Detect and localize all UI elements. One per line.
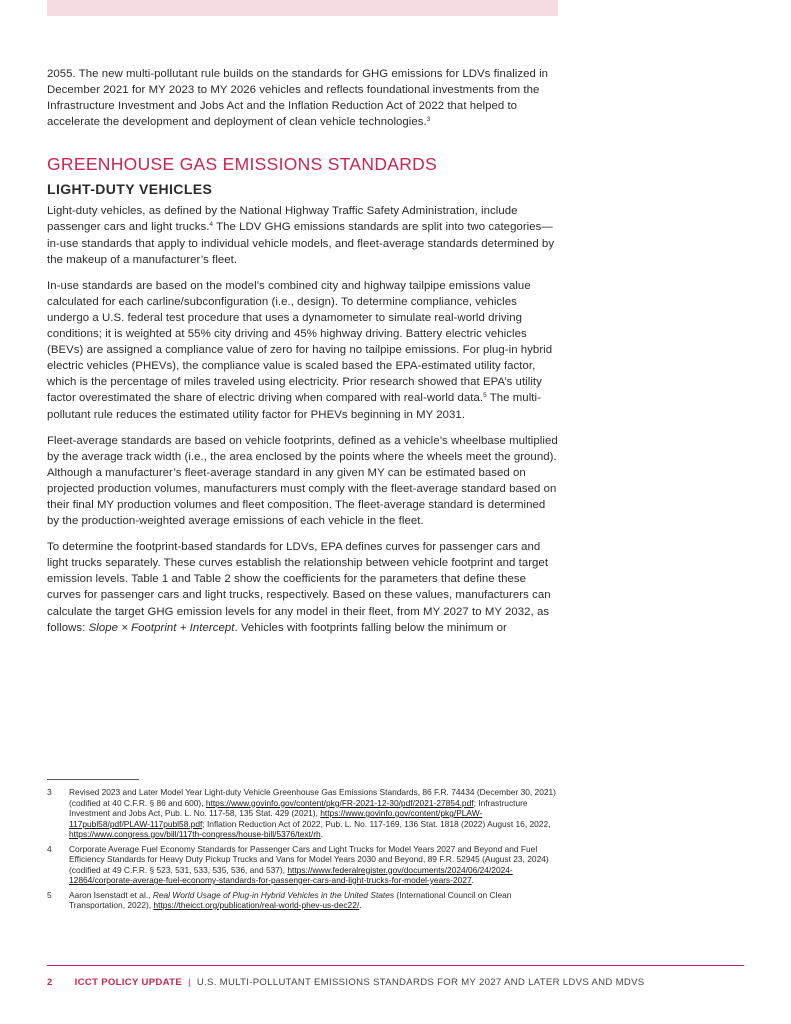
paragraph-in-use-standards: In-use standards are based on the model’s combined city and highway tailpipe emissions value calculated for each carline/subconfiguration (i.e., design). To determine compliance, vehicles undergo a U.S. federal test procedure that uses a dynamometer to simulate real-world driving conditions; it is weighted at 55% city driving and 45% highway driving. Battery electric vehicles (BEVs) are assigned a compliance value of zero for having no tailpipe emissions. For plug-in hybrid electric vehicles (PHEVs), the compliance value is scaled based the EPA-estimated utility factor, which is the percentage of miles traveled using electricity. Prior research showed that EPA’s utility factor overestimated the share of electric driving when compared with real-world data.$^5$ The multi-pollutant rule reduces the estimated utility factor for PHEVs beginning in MY 2031. bbox=[47, 279, 553, 421]
footnote-link[interactable]: https://www.federalregister.gov/documents/2024/06/24/2024-12864/corporate-average-fuel-economy-standards-for-passenger-cars-and-light-trucks-for-model-years-2027 bbox=[69, 864, 513, 885]
paragraph-definition: Light-duty vehicles, as defined by the National Highway Traffic Safety Administration, include passenger cars and light trucks.$^4$ The LDV GHG emissions standards are split into two categories—in-use standards that apply to individual vehicle models, and fleet-average standards determined by the makeup of a manufacturer’s fleet. bbox=[47, 205, 555, 266]
footnote-number: 5 bbox=[47, 889, 52, 900]
footnote-5: 5 Aaron Isenstadt et al., Real World Usage of Plug-in Hybrid Vehicles in the United States (International Council on Clean Transportation, 2022), https://theicct.org/publication/real-world-phev-us-dec22/. bbox=[47, 889, 512, 910]
paragraph-fleet-average: Fleet-average standards are based on vehicle footprints, defined as a vehicle’s wheelbase multiplied by the average track width (i.e., the area enclosed by the points where the wheels meet the ground). Although a manufacturer’s fleet-average standard in any given MY can be estimated based on projected production volumes, manufacturers must comply with the fleet-average standard based on their final MY production volumes and fleet composition. The fleet-average standard is determined by the production-weighted average emissions of each vehicle in the fleet. bbox=[47, 434, 558, 528]
footer-title: U.S. MULTI-POLLUTANT EMISSIONS STANDARDS FOR MY 2027 AND LATER LDVS AND MDVS bbox=[196, 977, 645, 988]
subsection-title: LIGHT-DUTY VEHICLES bbox=[47, 181, 213, 198]
footnotes bbox=[47, 779, 559, 915]
paragraph-footprint-curves: To determine the footprint-based standards for LDVs, EPA defines curves for passenger cars and light trucks separately. These curves establish the relationship between vehicle footprint and target emission levels. Table 1 and Table 2 show the coefficients for the parameters that define these curves for passenger cars and light trucks, respectively. Based on these values, manufacturers can calculate the target GHG emission levels for any model in their fleet, from MY 2027 to MY 2032, as follows: Slope × Footprint + Intercept. Vehicles with footprints falling below the minimum or bbox=[47, 541, 551, 634]
footer-separator: | bbox=[188, 977, 191, 988]
footnote-link[interactable]: https://www.congress.gov/bill/117th-congress/house-bill/5376/text/rh bbox=[69, 829, 321, 839]
footer-brand: ICCT POLICY UPDATE bbox=[74, 977, 183, 988]
formula: Slope × Footprint + Intercept bbox=[88, 621, 235, 634]
footnote-divider bbox=[47, 779, 139, 780]
section-title: GREENHOUSE GAS EMISSIONS STANDARDS bbox=[47, 154, 438, 175]
page-footer bbox=[47, 977, 645, 988]
header-band bbox=[47, 0, 558, 16]
footnote-ref-3[interactable]: 3 bbox=[426, 116, 431, 124]
footer-divider bbox=[47, 965, 744, 966]
footnote-link[interactable]: https://www.govinfo.gov/content/pkg/FR-2021-12-30/pdf/2021-27854.pdf bbox=[205, 797, 474, 808]
intro-paragraph: 2055. The new multi-pollutant rule builds on the standards for GHG emissions for LDVs finalized in December 2021 for MY 2023 to MY 2026 vehicles and reflects foundational investments from the Infrastructure Investment and Jobs Act and the Inflation Reduction Act of 2022 that helped to accelerate the development and deployment of clean vehicle technologies.$^3$ bbox=[47, 68, 549, 129]
footnote-number: 4 bbox=[47, 843, 52, 854]
page-number: 2 bbox=[47, 977, 53, 988]
footnote-4: 4 Corporate Average Fuel Economy Standards for Passenger Cars and Light Trucks for Model Years 2027 and Beyond and Fuel Efficiency Standards for Heavy Duty Pickup Trucks and Vans for Model Years 2030 and Beyond, 89 F.R. 52945 (August 23, 2024) (codified at 49 C.F.R. § 523, 531, 533, 535, 536, and 537), https://www.federalregister.gov/documents/2024/06/24/2024-12864/corporate-average-fuel-economy-standards-for-passenger-cars-and-light-trucks-for-model-years-2027. bbox=[47, 843, 549, 885]
footnote-link[interactable]: https://theicct.org/publication/real-world-phev-us-dec22/ bbox=[153, 900, 360, 910]
footnote-ref-5[interactable]: 5 bbox=[483, 392, 487, 400]
footnote-number: 3 bbox=[47, 787, 52, 797]
footnote-link[interactable]: https://www.govinfo.gov/content/pkg/PLAW-117publ58/pdf/PLAW-117publ58.pdf bbox=[69, 808, 483, 829]
footnote-ref-4[interactable]: 4 bbox=[209, 221, 214, 229]
main-content bbox=[47, 66, 559, 646]
footnote-3: 3 Revised 2023 and Later Model Year Light-duty Vehicle Greenhouse Gas Emissions Standards, 86 F.R. 74434 (December 30, 2021) (codified at 40 C.F.R. § 86 and 600), https://www.govinfo.gov/content/pkg/FR-2021-12-30/pdf/2021-27854.pdf; Infrastructure Investment and Jobs Act, Pub. L. No. 117-58, 135 Stat. 429 (2021), https://www.govinfo.gov/content/pkg/PLAW-117publ58/pdf/PLAW-117publ58.pdf; Inflation Reduction Act of 2022, Pub. L. No. 117-169, 136 Stat. 1818 (2022) August 16, 2022, https://www.congress.gov/bill/117th-congress/house-bill/5376/text/rh. bbox=[47, 787, 556, 839]
